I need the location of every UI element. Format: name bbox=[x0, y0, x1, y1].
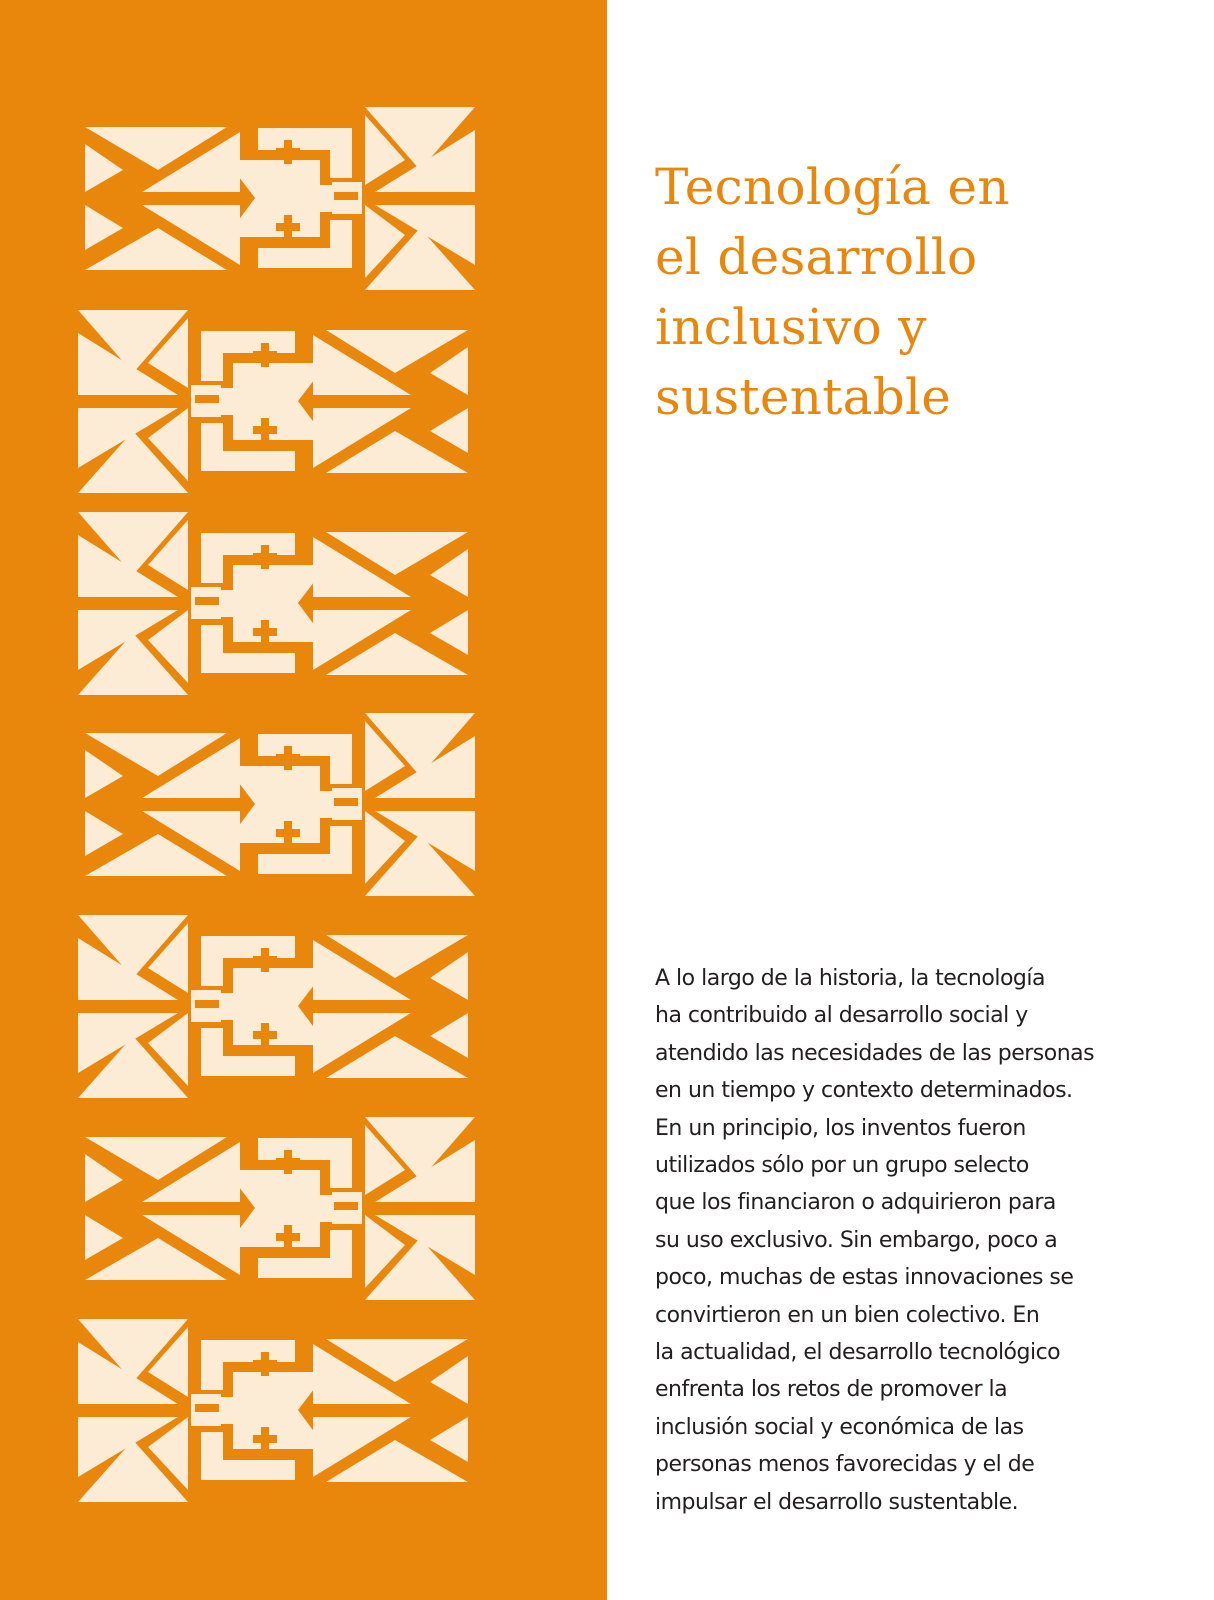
body-line: poco, muchas de estas innovaciones se bbox=[655, 1265, 1074, 1291]
body-line: utilizados sólo por un grupo selecto bbox=[655, 1153, 1029, 1179]
body-paragraph bbox=[655, 960, 1175, 1521]
body-line: enfrenta los retos de promover la bbox=[655, 1377, 1008, 1403]
body-line: ha contribuido al desarrollo social y bbox=[655, 1003, 1028, 1029]
fret-motif-block bbox=[85, 1117, 475, 1300]
body-line: A lo largo de la historia, la tecnología bbox=[655, 966, 1045, 991]
fret-motif-block bbox=[78, 1319, 468, 1502]
title-line: el desarrollo bbox=[655, 228, 978, 286]
body-line: inclusión social y económica de las bbox=[655, 1414, 1024, 1440]
body-line: En un principio, los inventos fueron bbox=[655, 1115, 1026, 1141]
fret-motif-block bbox=[78, 310, 468, 493]
body-line: que los financiaron o adquirieron para bbox=[655, 1190, 1056, 1216]
fret-motif-block bbox=[78, 915, 468, 1098]
body-line: atendido las necesidades de las personas bbox=[655, 1040, 1095, 1066]
body-line: impulsar el desarrollo sustentable. bbox=[655, 1489, 1019, 1515]
body-line: personas menos favorecidas y el de bbox=[655, 1452, 1035, 1478]
title-line: Tecnología en bbox=[655, 158, 1010, 216]
page-title bbox=[655, 152, 1175, 432]
title-line: sustentable bbox=[655, 368, 952, 426]
title-line: inclusivo y bbox=[655, 298, 927, 356]
fret-motif-block bbox=[85, 107, 475, 290]
body-line: su uso exclusivo. Sin embargo, poco a bbox=[655, 1227, 1058, 1253]
body-line: convirtieron en un bien colectivo. En bbox=[655, 1302, 1040, 1328]
body-line: la actualidad, el desarrollo tecnológico bbox=[655, 1340, 1061, 1366]
body-line: en un tiempo y contexto determinados. bbox=[655, 1078, 1073, 1104]
fret-motif-block bbox=[78, 512, 468, 695]
fret-motif-block bbox=[85, 713, 475, 896]
